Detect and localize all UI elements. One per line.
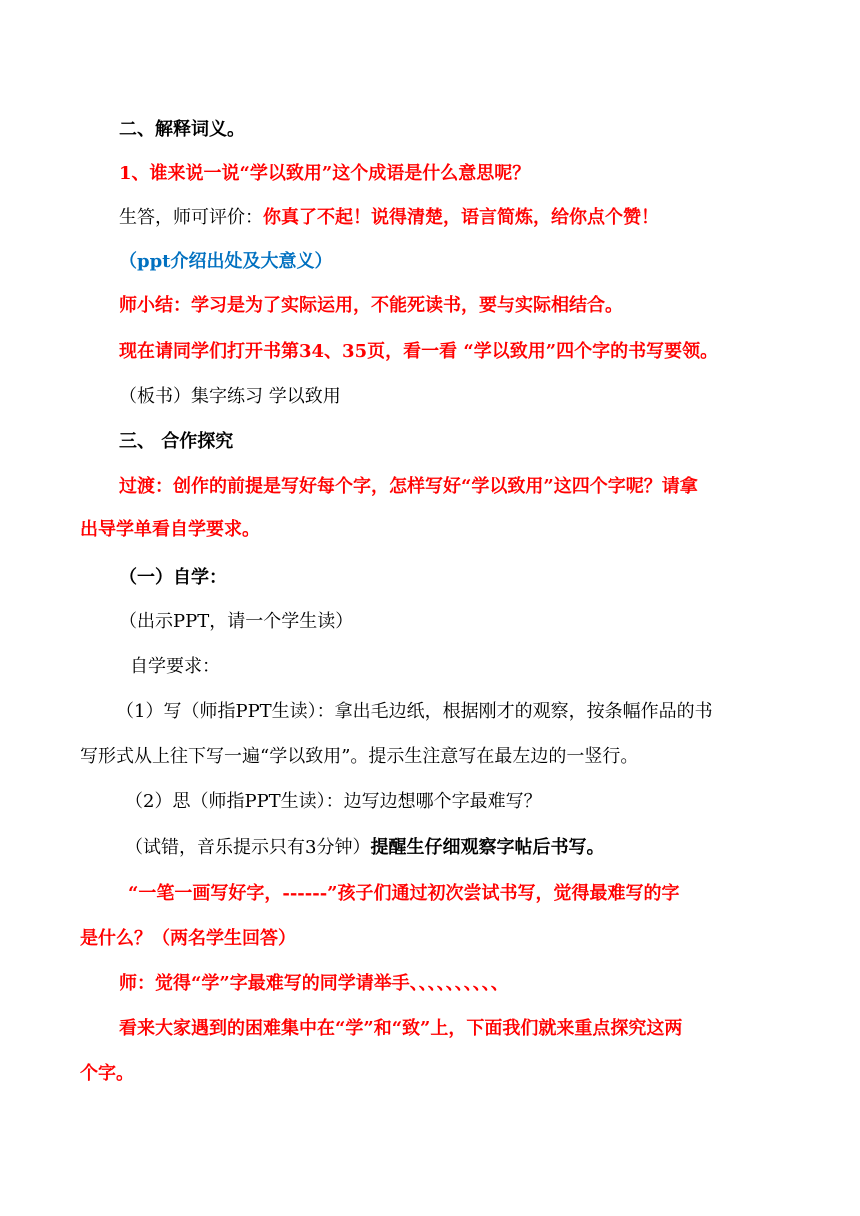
ppt-note: （ppt介绍出处及大意义）	[119, 251, 333, 272]
requirement-1-line-2: 写形式从上往下写一遍“学以致用”。提示生注意写在最左边的一竖行。	[80, 746, 639, 767]
requirement-1-line-1: （1）写（师指PPT生读）：拿出毛边纸，根据刚才的观察，按条幅作品的书	[116, 701, 713, 722]
focus-line-1: 看来大家遇到的困难集中在“学”和“致”上，下面我们就来重点探究这两	[119, 1018, 683, 1039]
section-heading-2: 二、解释词义。	[119, 119, 245, 140]
trial-line	[125, 836, 825, 860]
trial-prefix: （试错，音乐提示只有3分钟）	[125, 837, 371, 858]
stroke-line-1: “一笔一画写好字，------”孩子们通过初次尝试书写，觉得最难写的字	[128, 883, 680, 904]
focus-line-2: 个字。	[80, 1063, 134, 1084]
teacher-summary: 师小结：学习是为了实际运用，不能死读书，要与实际相结合。	[119, 295, 623, 316]
open-book-instruction: 现在请同学们打开书第34、35页，看一看 “学以致用”四个字的书写要领。	[119, 341, 719, 362]
answer-praise: 你真了不起！说得清楚，语言简炼，给你点个赞！	[263, 207, 659, 228]
answer-prefix: 生答，师可评价：	[119, 207, 263, 228]
transition-line-2: 出导学单看自学要求。	[80, 519, 260, 540]
question-1: 1、谁来说一说“学以致用”这个成语是什么意思呢？	[119, 163, 531, 184]
trial-reminder: 提醒生仔细观察字帖后书写。	[370, 837, 605, 858]
requirement-2: （2）思（师指PPT生读）：边写边想哪个字最难写？	[125, 791, 542, 812]
answer-line	[119, 206, 819, 230]
board-writing: （板书）集字练习 学以致用	[119, 386, 341, 407]
requirements-label: 自学要求：	[130, 656, 220, 677]
stroke-line-2: 是什么？（两名学生回答）	[80, 928, 296, 949]
show-ppt-note: （出示PPT，请一个学生读）	[119, 611, 354, 632]
teacher-ask: 师：觉得“学”字最难写的同学请举手、、、、、、、、、、	[119, 973, 509, 994]
section-heading-3: 三、 合作探究	[119, 431, 234, 452]
self-study-heading: （一）自学：	[119, 567, 227, 588]
transition-line-1: 过渡：创作的前提是写好每个字，怎样写好“学以致用”这四个字呢？请拿	[119, 476, 698, 497]
